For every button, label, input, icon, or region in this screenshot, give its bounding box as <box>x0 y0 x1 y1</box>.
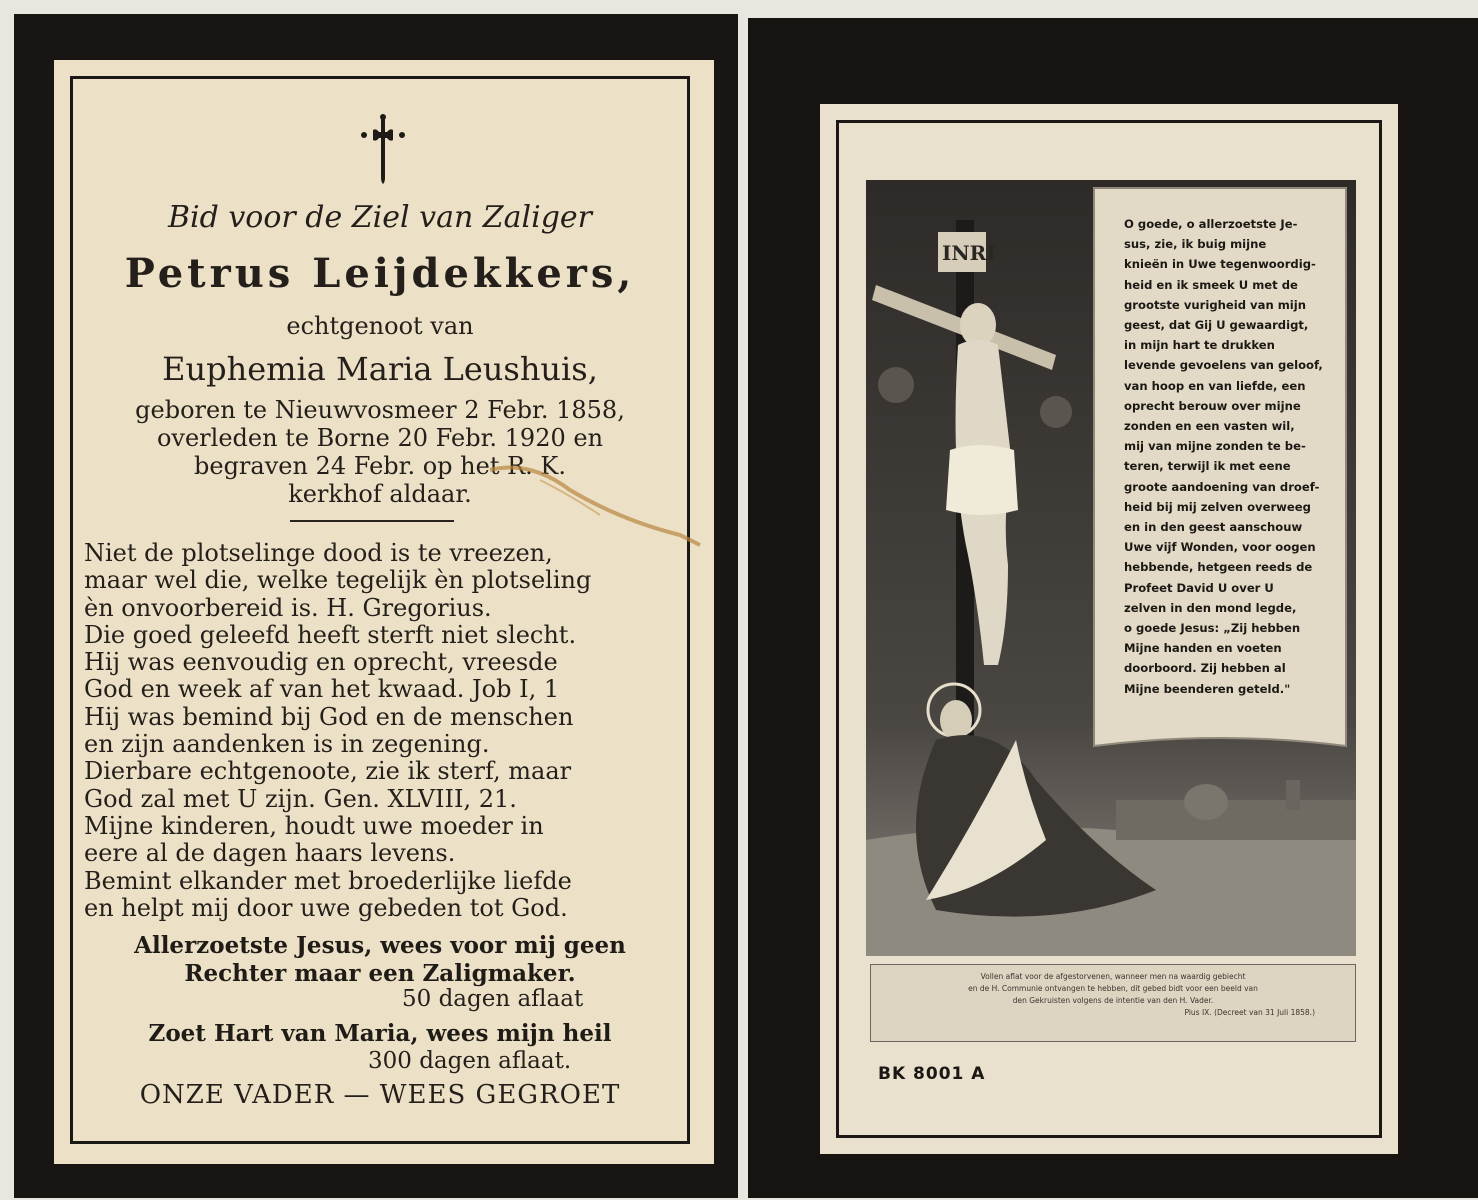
verse-line: Niet de plotselinge dood is te vreezen, <box>84 539 553 567</box>
verse-line: Mijne kinderen, houdt uwe moeder in <box>84 811 544 840</box>
indulgence-caption <box>870 964 1356 1042</box>
verse-line: Bemint elkander met broederlijke liefde <box>84 866 572 895</box>
scroll-line: teren, terwijl ik met eene <box>1124 459 1291 474</box>
life-line: kerkhof aldaar. <box>288 480 472 508</box>
scroll-line: levende gevoelens van geloof, <box>1124 358 1323 373</box>
life-line: begraven 24 Febr. op het R. K. <box>194 452 566 480</box>
spouse-of-label: echtgenoot van <box>286 312 474 340</box>
verse-line: God en week af van het kwaad. Job I, 1 <box>84 675 560 704</box>
caption-line: Vollen aflat voor de afgestorvenen, wanneer men na waardig gebiecht <box>980 972 1246 981</box>
verse-line: Hij was bemind bij God en de menschen <box>84 702 574 731</box>
verse-line: Dierbare echtgenoote, zie ik sterf, maar <box>84 757 572 786</box>
scroll-line: Uwe vijf Wonden, voor oogen <box>1124 540 1316 555</box>
prayer-maria: Zoet Hart van Maria, wees mijn heil <box>148 1020 612 1047</box>
scroll-line: groote aandoening van droef- <box>1124 479 1320 494</box>
prayer-scroll <box>1124 214 1338 699</box>
indulgence-note: 50 dagen aflaat <box>402 986 584 1012</box>
divider-rule <box>290 520 454 522</box>
verse-line: eere al de dagen haars levens. <box>84 839 456 868</box>
spouse-name: Euphemia Maria Leushuis, <box>162 350 598 388</box>
scroll-line: sus, zie, ik buig mijne <box>1124 237 1267 252</box>
scroll-line: hebbende, hetgeen reeds de <box>1124 560 1313 575</box>
scroll-line: in mijn hart te drukken <box>1124 338 1275 353</box>
scroll-line: van hoop en van liefde, een <box>1124 378 1306 393</box>
scroll-line: heid bij mij zelven overweeg <box>1124 499 1311 514</box>
memorial-card-back <box>748 18 1478 1198</box>
verse-line: Die goed geleefd heeft sterft niet slecht. <box>84 620 577 649</box>
prayer-jesus <box>70 932 690 988</box>
product-code: BK 8001 A <box>878 1064 986 1084</box>
scroll-line: geest, dat Gij U gewaardigt, <box>1124 318 1309 333</box>
verse-line: maar wel die, welke tegelijk èn plotseling <box>84 566 592 595</box>
scroll-line: o goede Jesus: „Zij hebben <box>1124 621 1301 636</box>
closing-prayers: ONZE VADER — WEES GEGROET <box>139 1080 621 1110</box>
caption-line: den Gekruisten volgens de intentie van den H. Vader. <box>1012 996 1214 1005</box>
scroll-line: en in den geest aanschouw <box>1124 520 1303 535</box>
scroll-line: knieën in Uwe tegenwoordig- <box>1124 257 1316 272</box>
stain-mark <box>480 440 710 550</box>
life-line: overleden te Borne 20 Febr. 1920 en <box>156 424 604 452</box>
scroll-line: Profeet David U over U <box>1124 580 1274 595</box>
scroll-line: grootste vurigheid van mijn <box>1124 297 1307 312</box>
verse-line: God zal met U zijn. Gen. XLVIII, 21. <box>84 784 517 813</box>
scroll-line: heid en ik smeek U met de <box>1124 277 1298 292</box>
scroll-line: oprecht berouw over mijne <box>1124 398 1301 413</box>
verses-block <box>84 540 660 922</box>
scroll-line: mij van mijne zonden te be- <box>1124 439 1306 454</box>
deceased-name: Petrus Leijdekkers, <box>124 250 636 297</box>
life-line: geboren te Nieuwvosmeer 2 Febr. 1858, <box>135 396 625 424</box>
scroll-line: doorboord. Zij hebben al <box>1124 661 1286 676</box>
indulgence-note: 300 dagen aflaat. <box>368 1048 572 1074</box>
verse-line: Hij was eenvoudig en oprecht, vreesde <box>84 648 558 677</box>
scroll-line: O goede, o allerzoetste Je- <box>1124 217 1298 231</box>
prayer-line: Rechter maar een Zaligmaker. <box>184 960 576 987</box>
scroll-line: Mijne beenderen geteld." <box>1124 681 1291 696</box>
caption-line: en de H. Communie ontvangen te hebben, dit gebed bidt voor een beeld van <box>968 984 1258 993</box>
verse-line: en helpt mij door uwe gebeden tot God. <box>84 893 568 922</box>
scroll-line: Mijne handen en voeten <box>1124 641 1282 656</box>
scroll-line: zonden en een vasten wil, <box>1124 419 1295 434</box>
prayer-line: Allerzoetste Jesus, wees voor mij geen <box>134 932 626 959</box>
invocation-heading: Bid voor de Ziel van Zaliger <box>167 200 593 235</box>
verse-line: en zijn aandenken is in zegening. <box>84 730 490 759</box>
scroll-line: zelven in den mond legde, <box>1124 600 1297 615</box>
cross-icon <box>360 114 406 184</box>
caption-reference: Pius IX. (Decreet van 31 Juli 1858.) <box>1184 1008 1315 1017</box>
inri-plaque: INRI <box>942 241 996 265</box>
verse-line: èn onvoorbereid is. H. Gregorius. <box>84 593 492 622</box>
crucifixion-illustration <box>866 180 1356 956</box>
